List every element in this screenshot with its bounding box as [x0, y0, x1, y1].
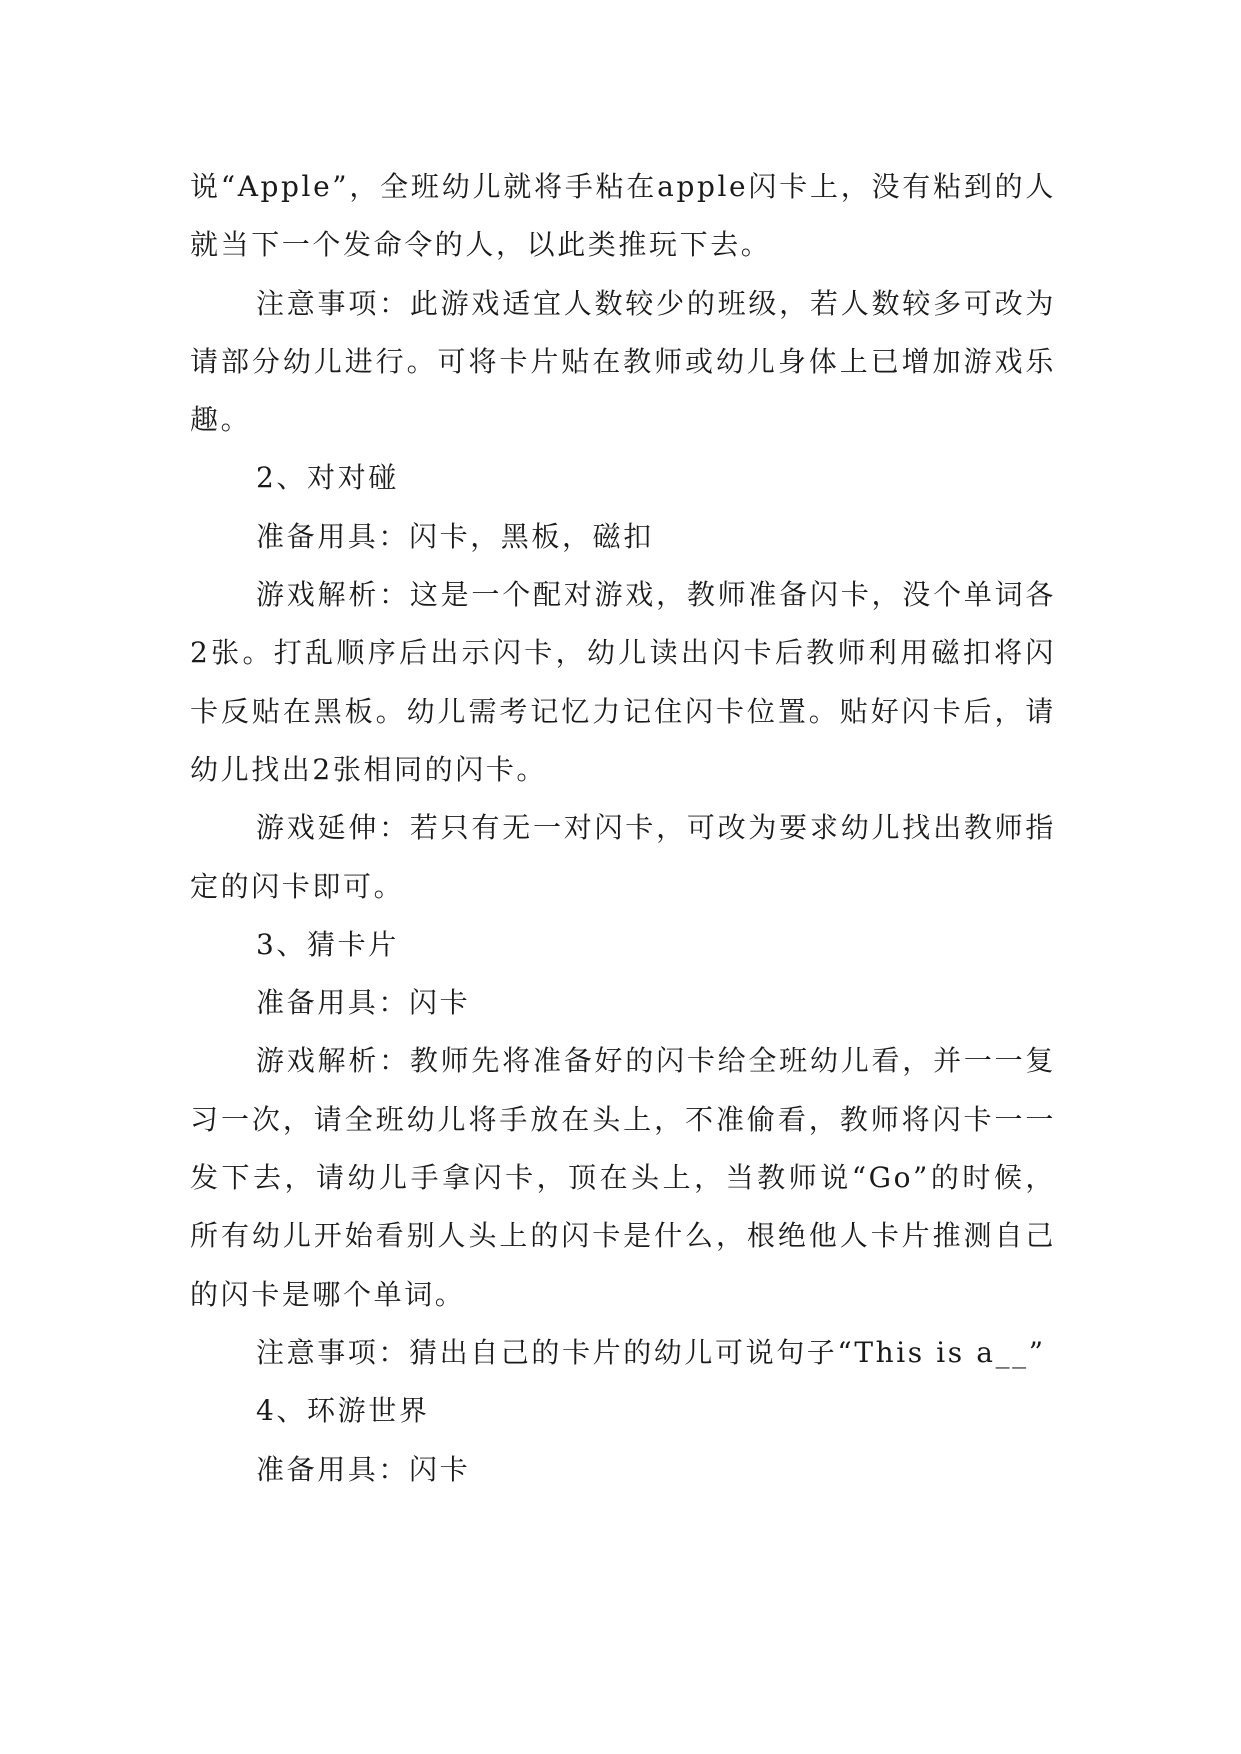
heading-game-4: 4、环游世界 — [256, 1394, 430, 1428]
paragraph-apple-rule: 说“Apple”，全班幼儿就将手粘在apple闪卡上，没有粘到的人就当下一个发命令的人，以此类推玩下去。 — [190, 170, 1056, 262]
paragraph-extension-2: 游戏延伸：若只有无一对闪卡，可改为要求幼儿找出教师指定的闪卡即可。 — [190, 811, 1056, 903]
heading-game-3: 3、猜卡片 — [256, 927, 399, 961]
paragraph-analysis-2: 游戏解析：这是一个配对游戏，教师准备闪卡，没个单词各2张。打乱顺序后出示闪卡，幼儿读出闪卡后教师利用磁扣将闪卡反贴在黑板。幼儿需考记忆力记住闪卡位置。贴好闪卡后，请幼儿找出2张相同的闪卡。 — [190, 578, 1056, 786]
paragraph-materials-2: 准备用具：闪卡，黑板，磁扣 — [256, 519, 654, 553]
paragraph-analysis-3: 游戏解析：教师先将准备好的闪卡给全班幼儿看，并一一复习一次，请全班幼儿将手放在头上，不准偷看，教师将闪卡一一发下去，请幼儿手拿闪卡，顶在头上，当教师说“Go”的时候，所有幼儿开始看别人头上的闪卡是什么，根绝他人卡片推测自己的闪卡是哪个单词。 — [190, 1044, 1056, 1311]
paragraph-notes-3: 注意事项：猜出自己的卡片的幼儿可说句子“This is a__” — [256, 1335, 1046, 1369]
paragraph-notes-1: 注意事项：此游戏适宜人数较少的班级，若人数较多可改为请部分幼儿进行。可将卡片贴在教师或幼儿身体上已增加游戏乐趣。 — [190, 286, 1056, 437]
paragraph-materials-4: 准备用具：闪卡 — [256, 1452, 471, 1486]
document-page — [190, 158, 1056, 1499]
heading-game-2: 2、对对碰 — [256, 461, 399, 495]
paragraph-materials-3: 准备用具：闪卡 — [256, 986, 471, 1020]
